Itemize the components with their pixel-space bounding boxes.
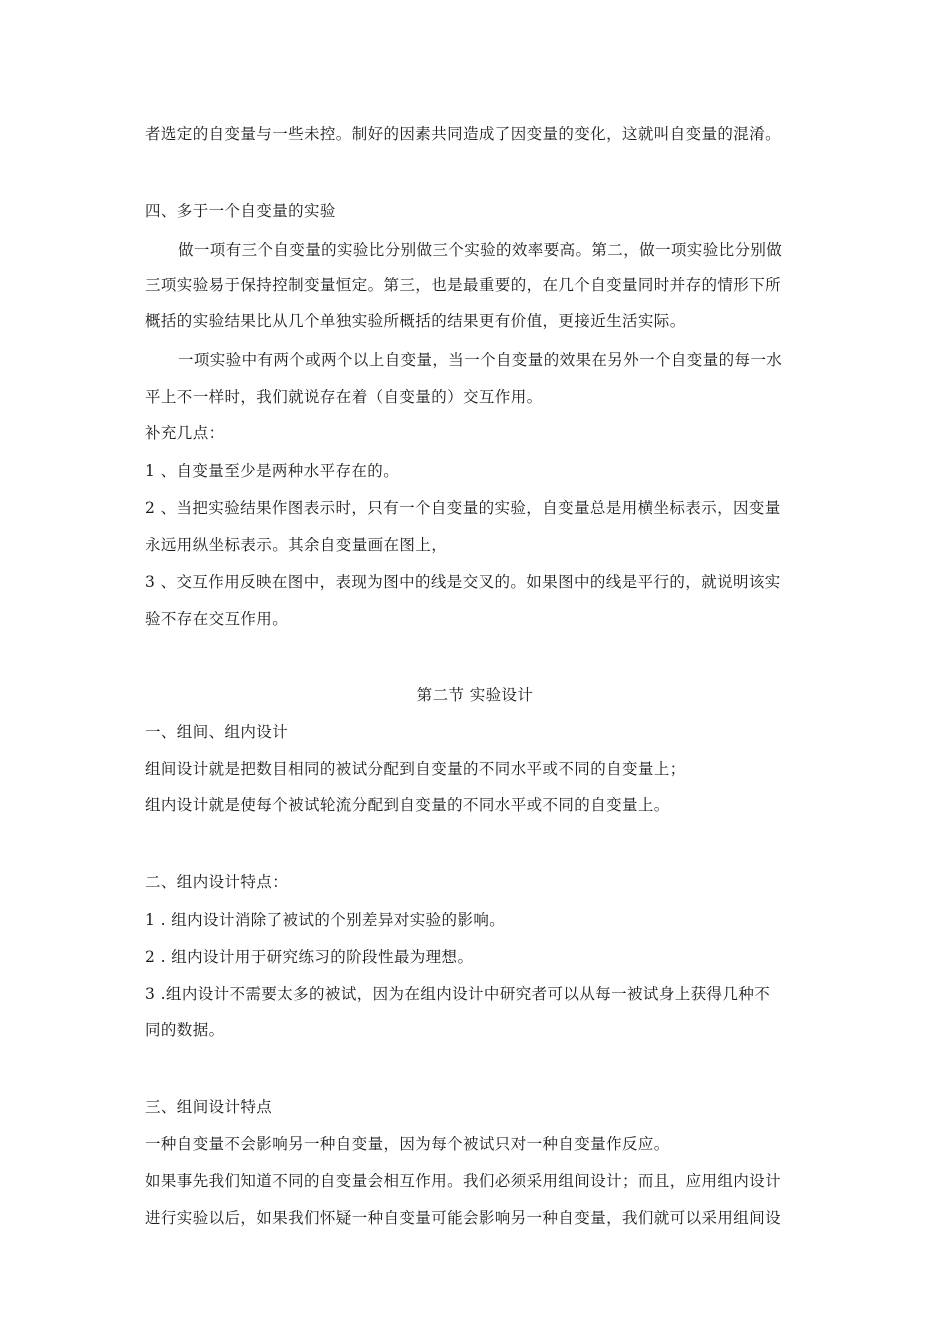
section-title: 第二节 实验设计 xyxy=(416,686,534,704)
list-item: 3 、交互作用反映在图中，表现为图中的线是交叉的。如果图中的线是平行的，就说明该实 xyxy=(145,573,781,591)
text-line: 三项实验易于保持控制变量恒定。第三，也是最重要的，在几个自变量同时并存的情形下所 xyxy=(145,276,782,294)
text-line: 如果事先我们知道不同的自变量会相互作用。我们必须采用组间设计；而且，应用组内设计 xyxy=(145,1172,782,1190)
list-item: 2 、当把实验结果作图表示时，只有一个自变量的实验，自变量总是用横坐标表示，因变量 xyxy=(145,499,781,517)
text-line-confound: 者选定的自变量与一些未控。制好的因素共同造成了因变量的变化，这就叫自变量的混淆。 xyxy=(145,125,782,143)
text-line: 一种自变量不会影响另一种自变量，因为每个被试只对一种自变量作反应。 xyxy=(145,1135,670,1153)
heading-section-4: 四、多于一个自变量的实验 xyxy=(145,202,336,220)
text-line: 验不存在交互作用。 xyxy=(145,610,289,628)
list-item: 1 . 组内设计消除了被试的个别差异对实验的影响。 xyxy=(145,911,506,929)
text-line: 组内设计就是使每个被试轮流分配到自变量的不同水平或不同的自变量上。 xyxy=(145,796,670,814)
list-item: 2 . 组内设计用于研究练习的阶段性最为理想。 xyxy=(145,948,474,966)
text-line: 平上不一样时，我们就说存在着（自变量的）交互作用。 xyxy=(145,388,543,406)
text-line: 一项实验中有两个或两个以上自变量，当一个自变量的效果在另外一个自变量的每一水 xyxy=(178,351,783,369)
text-line: 永远用纵坐标表示。其余自变量画在图上， xyxy=(145,536,448,554)
heading-subsection-2: 二、组内设计特点： xyxy=(145,873,289,891)
text-line: 组间设计就是把数目相同的被试分配到自变量的不同水平或不同的自变量上； xyxy=(145,760,686,778)
text-line-supplement: 补充几点： xyxy=(145,424,225,442)
text-line: 概括的实验结果比从几个单独实验所概括的结果更有价值，更接近生活实际。 xyxy=(145,312,686,330)
text-line: 进行实验以后，如果我们怀疑一种自变量可能会影响另一种自变量，我们就可以采用组间设 xyxy=(145,1209,782,1227)
heading-subsection-1: 一、组间、组内设计 xyxy=(145,723,289,741)
text-line: 做一项有三个自变量的实验比分别做三个实验的效率要高。第二，做一项实验比分别做 xyxy=(178,241,783,259)
text-line: 同的数据。 xyxy=(145,1021,225,1039)
heading-subsection-3: 三、组间设计特点 xyxy=(145,1098,273,1116)
list-item: 1 、自变量至少是两种水平存在的。 xyxy=(145,462,400,480)
list-item: 3 .组内设计不需要太多的被试，因为在组内设计中研究者可以从每一被试身上获得几种不 xyxy=(145,985,771,1003)
